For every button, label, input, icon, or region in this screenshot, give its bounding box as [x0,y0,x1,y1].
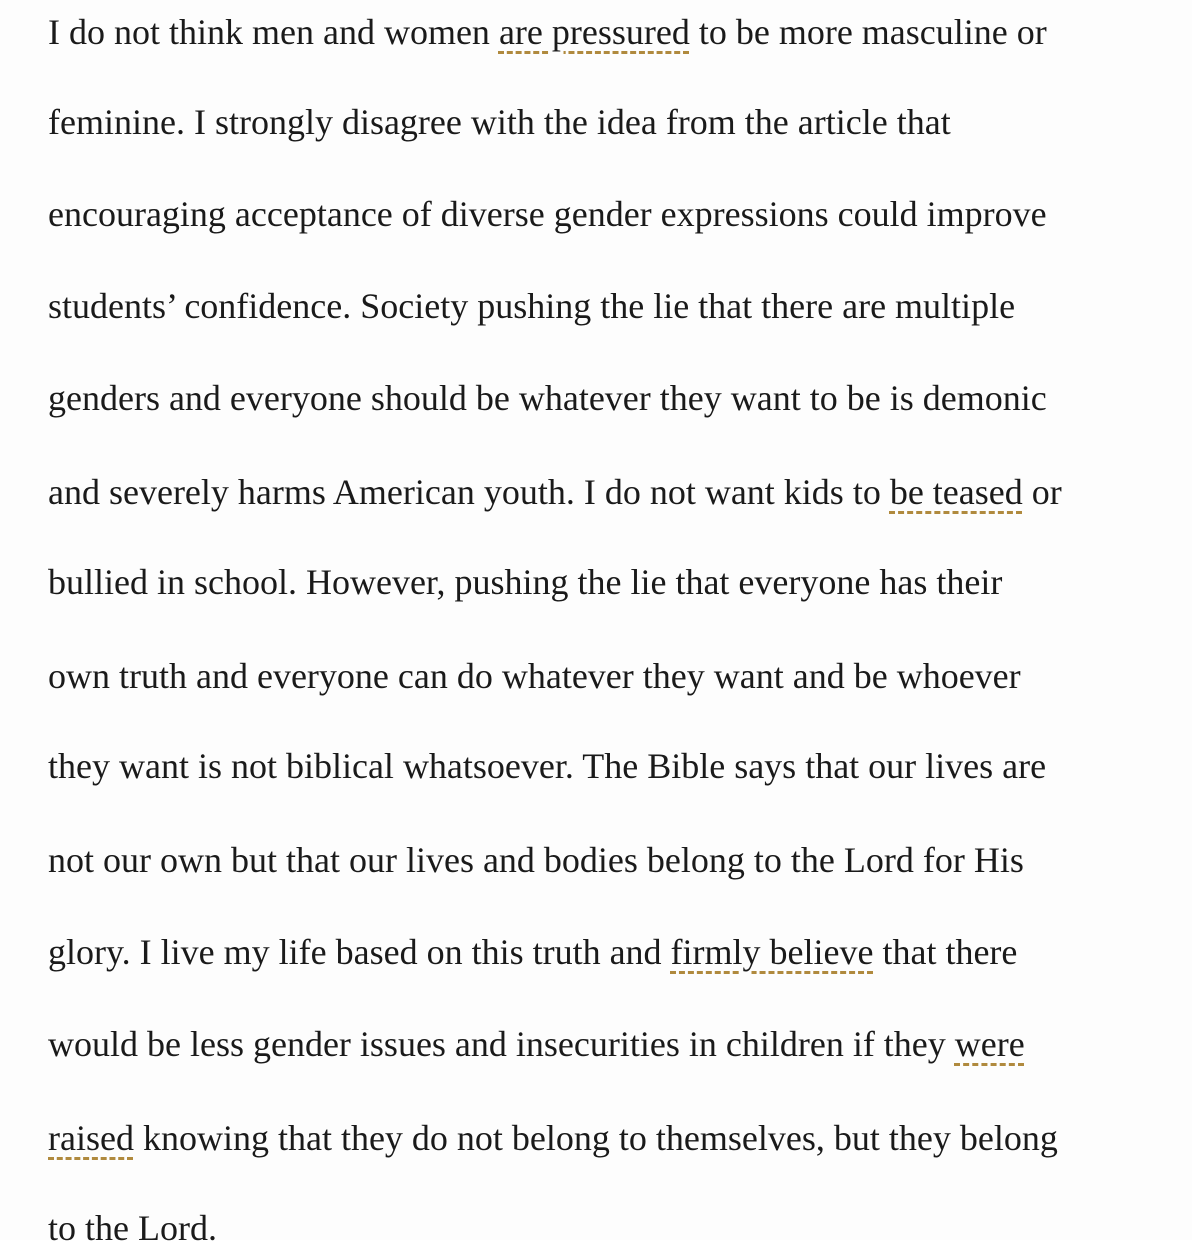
grammar-flag[interactable]: firmly believe [670,932,874,972]
text-line [48,1022,1025,1066]
text-run: feminine. I strongly disagree with the idea from the article that [48,102,951,142]
text-line [48,376,1047,420]
text-line [48,838,1024,882]
text-line [48,192,1047,236]
text-run: not our own but that our lives and bodies belong to the Lord for His [48,840,1024,880]
grammar-flag[interactable]: were [954,1024,1025,1064]
text-run: own truth and everyone can do whatever they want and be whoever [48,656,1021,696]
text-run: bullied in school. However, pushing the lie that everyone has their [48,562,1003,602]
text-line [48,100,951,144]
grammar-flag[interactable]: be teased [889,472,1023,512]
text-line [48,1206,217,1250]
text-line [48,744,1046,788]
text-run: or [1022,472,1062,512]
text-run: glory. I live my life based on this truth and [48,932,671,972]
grammar-flag[interactable]: are pressured [498,12,690,52]
text-run: to the Lord. [48,1208,217,1248]
text-run: that there [873,932,1018,972]
text-run: encouraging acceptance of diverse gender expressions could improve [48,194,1047,234]
text-run: to be more masculine or [689,12,1047,52]
text-line [48,10,1047,54]
text-line [48,930,1017,974]
text-run: genders and everyone should be whatever they want to be is demonic [48,378,1047,418]
text-run: and severely harms American youth. I do not want kids to [48,472,890,512]
text-run: knowing that they do not belong to themselves, but they belong [133,1118,1058,1158]
text-line [48,284,1015,328]
text-line [48,470,1062,514]
text-line [48,1116,1058,1160]
text-run: would be less gender issues and insecurities in children if they [48,1024,955,1064]
grammar-flag[interactable]: raised [48,1118,134,1158]
text-run: I do not think men and women [48,12,499,52]
text-run: students’ confidence. Society pushing the lie that there are multiple [48,286,1016,326]
text-run: they want is not biblical whatsoever. The Bible says that our lives are [48,746,1047,786]
text-line [48,560,1002,604]
text-line [48,654,1021,698]
